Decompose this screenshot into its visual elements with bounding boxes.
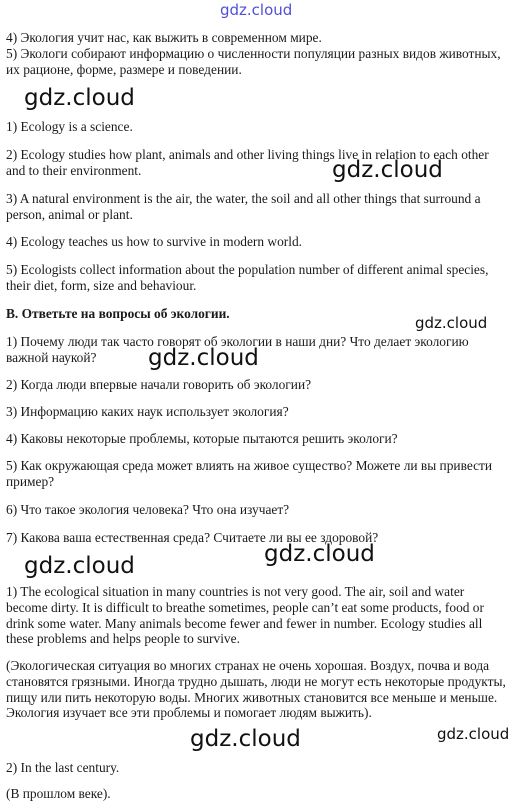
watermark: gdz.cloud xyxy=(264,541,375,567)
answer-2-en: 2) In the last century. xyxy=(6,760,120,775)
question-7: 7) Какова ваша естественная среда? Считаете ли вы ее здоровой? xyxy=(6,530,379,545)
watermark: gdz.cloud xyxy=(437,725,510,743)
answer-1-en: 1) The ecological situation in many countries is not very good. The air, soil and water become dirty. It is difficult to breathe sometimes, people can’t eat some products, food or drink some water. Many animals become fewer and fewer in number. Ecology studies all these problems and helps people to survive. xyxy=(6,584,484,647)
section-heading-b: B. Ответьте на вопросы об экологии. xyxy=(6,306,230,321)
paragraph-en-2: 2) Ecology studies how plant, animals and other living things live in relation to each other and to their environment. xyxy=(6,147,489,178)
watermark: gdz.cloud xyxy=(24,85,135,111)
question-1: 1) Почему люди так часто говорят об экологии в наши дни? Что делает экологию важной наукой? xyxy=(6,334,469,365)
watermark: gdz.cloud xyxy=(332,157,443,183)
paragraph-ru-answers-4-5: 4) Экология учит нас, как выжить в современном мире. 5) Экологи собирают информацию о численности популяции разных видов животных, их рационе, форме, размере и поведении. xyxy=(6,30,501,77)
question-3: 3) Информацию каких наук использует экология? xyxy=(6,404,289,419)
watermark: gdz.cloud xyxy=(148,345,259,371)
question-2: 2) Когда люди впервые начали говорить об экологии? xyxy=(6,377,312,392)
paragraph-en-5: 5) Ecologists collect information about the population number of different animal species, their diet, form, size and behaviour. xyxy=(6,262,489,293)
answer-2-ru: (В прошлом веке). xyxy=(6,786,111,801)
paragraph-en-4: 4) Ecology teaches us how to survive in modern world. xyxy=(6,234,303,249)
paragraph-en-3: 3) A natural environment is the air, the water, the soil and all other things that surround a person, animal or plant. xyxy=(6,191,481,222)
watermark: gdz.cloud xyxy=(415,314,488,332)
watermark: gdz.cloud xyxy=(24,553,135,579)
watermark-top: gdz.cloud xyxy=(220,1,293,19)
paragraph-en-1: 1) Ecology is a science. xyxy=(6,119,133,134)
watermark: gdz.cloud xyxy=(190,726,301,752)
question-6: 6) Что такое экология человека? Что она изучает? xyxy=(6,502,290,517)
question-4: 4) Каковы некоторые проблемы, которые пытаются решить экологи? xyxy=(6,431,398,446)
question-5: 5) Как окружающая среда может влиять на живое существо? Можете ли вы привести пример? xyxy=(6,458,493,489)
answer-1-ru: (Экологическая ситуация во многих странах не очень хорошая. Воздух, почва и вода становятся грязными. Иногда трудно дышать, люди не могут есть некоторые продукты, пищу или пить некоторую воды. Многих животных становится все меньше и меньше. Экология изучает все эти проблемы и помогает людям выжить). xyxy=(6,658,506,721)
